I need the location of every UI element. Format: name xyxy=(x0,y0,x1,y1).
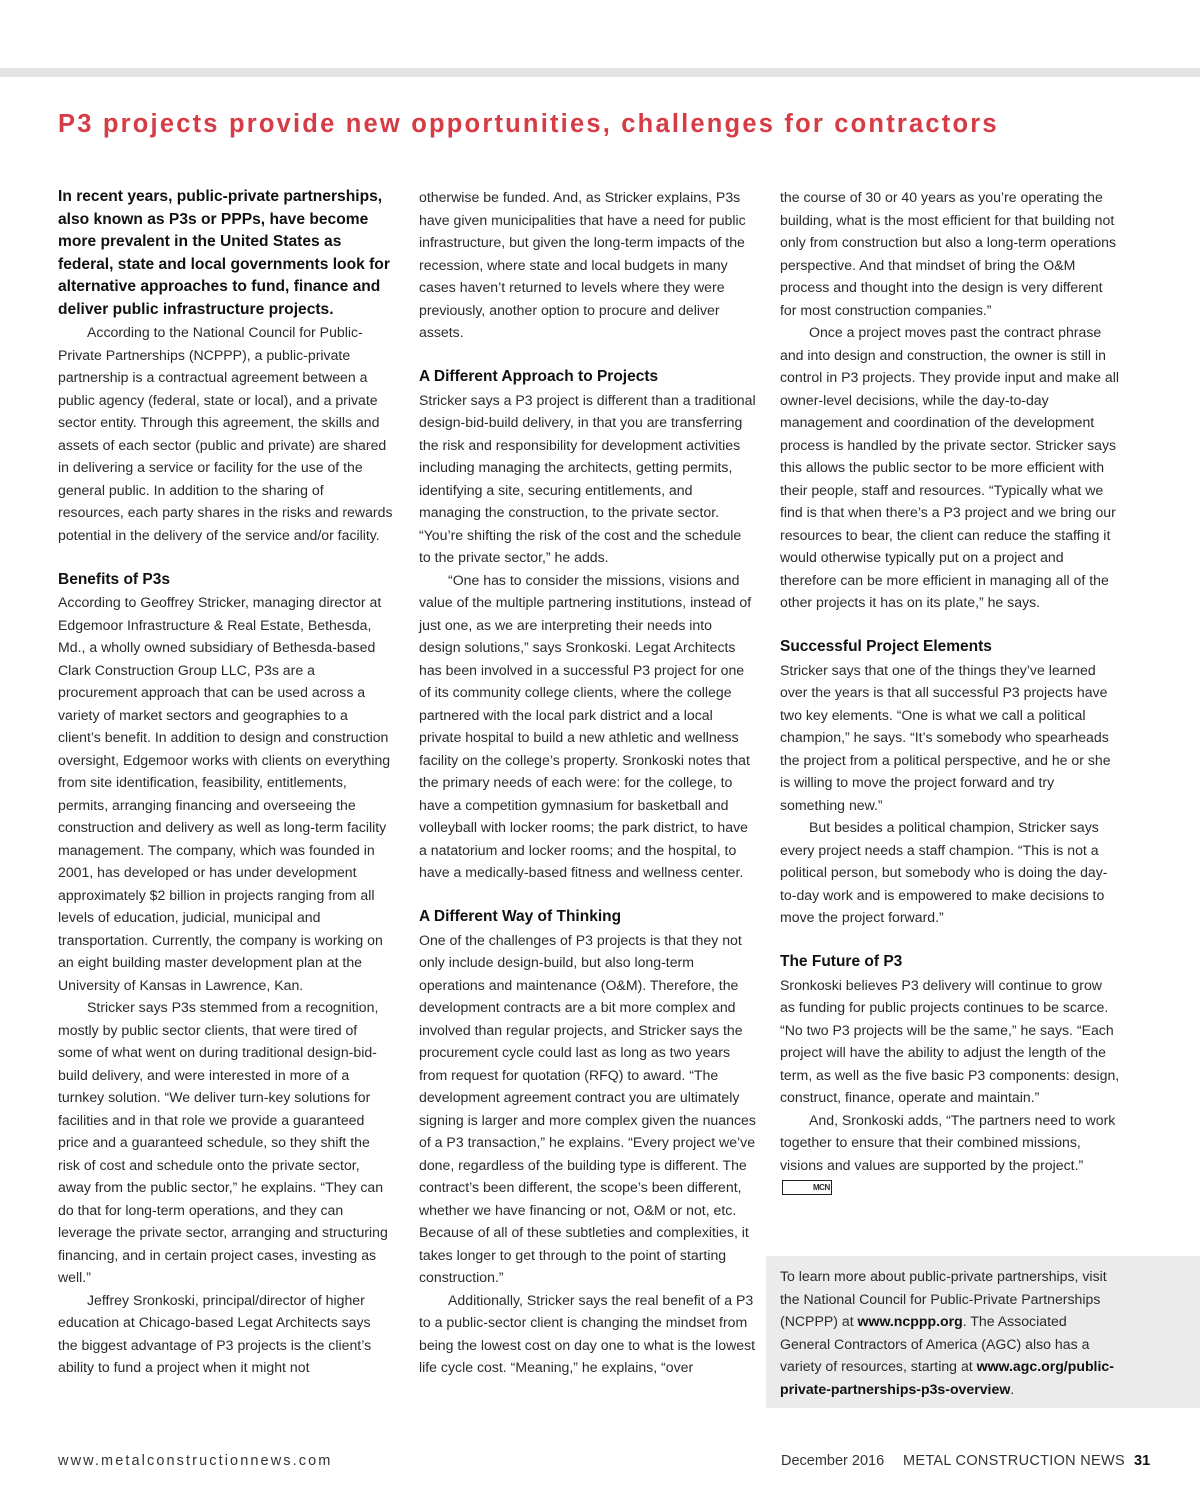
subhead-thinking: A Different Way of Thinking xyxy=(419,908,622,925)
paragraph: the course of 30 or 40 years as you’re operating the building, what is the most efficient for that building not only from construction but also a long-term operations perspective. And that mindset of bring the O&M process and thought into the design is very different for most construction companies.” xyxy=(780,189,1117,318)
footer-date: December 2016 xyxy=(781,1453,885,1469)
paragraph: Stricker says P3s stemmed from a recognition, mostly by public sector clients, that were tired of some of what went on during traditional design-bid-build delivery, and were interested in more of a turnkey solution. “We deliver turn-key solutions for facilities and in that role we provide a guaranteed price and a guaranteed schedule, so they shift the risk of cost and schedule onto the private sector, away from the public sector,” he explains. “They can do that for long-term operations, and they can leverage the private sector, arranging and structuring financing, and in certain project cases, investing as well.” xyxy=(58,999,388,1285)
article-lead: In recent years, public-private partnerships, also known as P3s or PPPs, have become more prevalent in the United States as federal, state and local governments look for alternative approaches to fund, finance and deliver public infrastructure projects. xyxy=(58,188,390,318)
paragraph: Sronkoski believes P3 delivery will continue to grow as funding for public projects continues to be scarce. “No two P3 projects will be the same,” he says. “Each project will have the ability to adjust the length of the term, as well as the five basic P3 components: design, construct, finance, operate and maintain.” xyxy=(780,976,1120,1105)
paragraph: “One has to consider the missions, visions and value of the multiple partnering institutions, instead of just one, as we are interpreting their needs into design solutions,” says Sronkoski. Legat Architects has been involved in a successful P3 project for one of its community college clients, where the college partnered with the local park district and a local private hospital to build a new athletic and wellness facility on the college’s property. Sronkoski notes that the primary needs of each were: for the college, to have a competition gymnasium for basketball and volleyball with locker rooms; the park district, to have a natatorium and locker rooms; and the hospital, to have a medically-based fitness and wellness center. xyxy=(419,571,752,880)
page-number: 31 xyxy=(1134,1453,1151,1469)
info-box-text xyxy=(780,1265,1120,1400)
subhead-elements: Successful Project Elements xyxy=(780,638,992,655)
paragraph-text: And, Sronkoski adds, “The partners need to work together to ensure that their combined missions, visions and values are supported by the project.” xyxy=(780,1111,1116,1173)
top-rule xyxy=(0,68,1200,77)
paragraph: Stricker says that one of the things they’ve learned over the years is that all successful P3 projects have two key elements. “One is what we call a political champion,” he says. “It’s somebody who spearheads the project from a political perspective, and he or she is willing to move the project forward and try something new.” xyxy=(780,661,1111,813)
subhead-benefits: Benefits of P3s xyxy=(58,570,170,588)
article-headline: P3 projects provide new opportunities, challenges for contractors xyxy=(58,110,999,138)
footer-publication: METAL CONSTRUCTION NEWS xyxy=(903,1453,1125,1469)
info-text: . xyxy=(1010,1380,1015,1397)
column-3 xyxy=(780,186,1120,1199)
agc-link[interactable]: www.agc.org/public-private-partnerships-p3s-overview xyxy=(780,1358,1114,1397)
info-text: To learn more about public-private partnerships, visit the National Council for Public-Private Partnerships (NCPPP) at xyxy=(780,1268,1107,1329)
paragraph: But besides a political champion, Stricker says every project needs a staff champion. “This is not a political person, but somebody who is doing the day-to-day work and is empowered to make decisions to move the project forward.” xyxy=(780,819,1108,925)
paragraph: One of the challenges of P3 projects is that they not only include design-build, but also long-term operations and maintenance (O&M). Therefore, the development contracts are a bit more complex and involved than regular projects, and Stricker says the procurement cycle could last as long as two years from request for quotation (RFQ) to award. “The development agreement contract you are ultimately signing is larger and more complex given the nuances of a P3 transaction,” he explains. “Every project we’ve done, regardless of the building type is different. The contract’s been different, the scope’s been different, whether we have financing or not, O&M or not, etc. Because of all of these subtleties and complexities, it takes longer to get through to the point of starting construction.” xyxy=(419,931,756,1285)
subhead-approach: A Different Approach to Projects xyxy=(419,368,659,385)
subhead-future: The Future of P3 xyxy=(780,953,903,970)
info-box xyxy=(766,1256,1200,1408)
paragraph xyxy=(780,1109,1120,1199)
end-mark-icon: MCN xyxy=(782,1180,832,1195)
paragraph: Stricker says a P3 project is different than a traditional design-bid-build delivery, in that you are transferring the risk and responsibility for development activities including managing the architects, getting permits, identifying a site, securing entitlements, and managing the construction, to the private sector. “You’re shifting the risk of the cost and the schedule to the private sector,” he adds. xyxy=(419,391,756,565)
paragraph: otherwise be funded. And, as Stricker explains, P3s have given municipalities that have a need for public infrastructure, but given the long-term impacts of the recession, where state and local budgets in many cases haven’t returned to levels where they were previously, another option to procure and deliver assets. xyxy=(419,189,746,340)
column-1 xyxy=(58,186,393,1379)
paragraph: According to Geoffrey Stricker, managing director at Edgemoor Infrastructure & Real Estate, Bethesda, Md., a wholly owned subsidiary of Bethesda-based Clark Construction Group LLC, P3s are a procurement approach that can be used across a variety of market sectors and geographies to a client’s benefit. In addition to design and construction oversight, Edgemoor works with clients on everything from site identification, feasibility, entitlements, permits, arranging financing and overseeing the construction and delivery as well as long-term facility management. The company, which was founded in 2001, has developed or has under development approximately $2 billion in projects ranging from all levels of education, judicial, municipal and transportation. Currently, the company is working on an eight building master development plan at the University of Kansas in Lawrence, Kan. xyxy=(58,594,391,993)
ncppp-link[interactable]: www.ncppp.org xyxy=(857,1313,963,1329)
paragraph: Once a project moves past the contract phrase and into design and construction, the owner is still in control in P3 projects. They provide input and make all owner-level decisions, while the day-to-day management and coordination of the development process is handled by the private sector. Stricker says this allows the public sector to be more efficient with their people, staff and resources. “Typically what we find is that when there’s a P3 project and we bring our resources to bear, the client can reduce the staffing it would otherwise typically put on a project and therefore can be more efficient in managing all of the other projects it has on its plate,” he says. xyxy=(780,324,1119,610)
info-text: . The Associated General Contractors of America (AGC) also has a variety of resources, starting at xyxy=(780,1313,1090,1374)
column-2 xyxy=(419,186,756,1379)
paragraph: Additionally, Stricker says the real benefit of a P3 to a public-sector client is changing the mindset from being the lowest cost on day one to what is the lowest life cycle cost. “Meaning,” he explains, “over xyxy=(419,1291,756,1375)
paragraph: According to the National Council for Public-Private Partnerships (NCPPP), a public-private partnership is a contractual agreement between a public agency (federal, state or local), and a private sector entity. Through this agreement, the skills and assets of each sector (public and private) are shared in delivering a service or facility for the use of the general public. In addition to the sharing of resources, each party shares in the risks and rewards potential in the delivery of the service and/or facility. xyxy=(58,324,393,543)
footer-url: www.metalconstructionnews.com xyxy=(58,1453,333,1469)
paragraph: Jeffrey Sronkoski, principal/director of higher education at Chicago-based Legat Architects says the biggest advantage of P3 projects is the client’s ability to fund a project when it might not xyxy=(58,1291,372,1375)
